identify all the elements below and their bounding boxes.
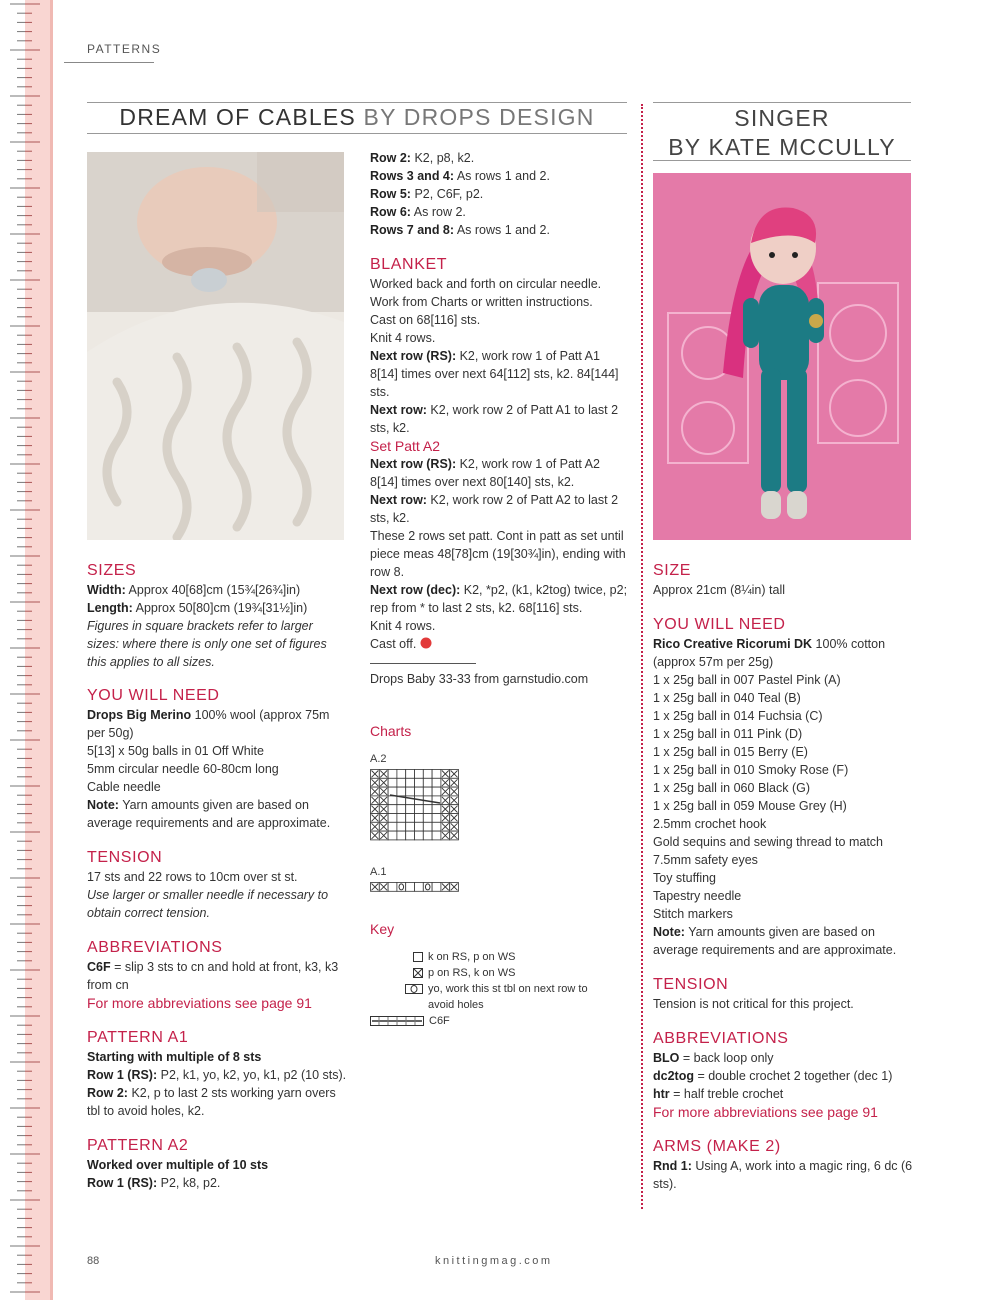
abbrev-heading: ABBREVIATIONS xyxy=(653,1030,789,1047)
chart-cell xyxy=(397,805,406,814)
charts-heading: Charts xyxy=(370,723,412,739)
row-label: Next row (RS): xyxy=(370,457,457,471)
key-text: k on RS, p on WS xyxy=(428,951,516,963)
chart-a2-grid xyxy=(370,769,460,841)
key-heading: Key xyxy=(370,921,395,937)
row-text: Using A, work into a magic ring, 6 dc (6 sts). xyxy=(653,1159,913,1191)
need-heading: YOU WILL NEED xyxy=(87,687,220,704)
tension-text: Tension is not critical for this project. xyxy=(653,997,854,1011)
chart-cell xyxy=(432,778,441,787)
cast-on: Cast on 68[116] sts. xyxy=(370,313,481,327)
materials-list xyxy=(653,671,915,923)
abbrev-term: C6F xyxy=(87,960,111,974)
chart-cell xyxy=(415,778,424,787)
key-item xyxy=(370,981,620,1013)
title-rule-bottom xyxy=(87,133,627,134)
title-rule-top xyxy=(87,102,627,103)
chart-key xyxy=(370,949,620,1029)
cable-symbol-icon xyxy=(370,1016,424,1026)
column-divider xyxy=(641,104,643,1209)
chart-cell xyxy=(423,787,432,796)
chart-cell xyxy=(388,831,397,840)
chart-cell xyxy=(415,831,424,840)
row-text: P2, k1, yo, k2, yo, k1, p2 (10 sts). xyxy=(157,1068,347,1082)
size-text: Approx 21cm (8¼in) tall xyxy=(653,583,786,597)
section-label: PATTERNS xyxy=(87,42,162,56)
chart-cell xyxy=(406,883,415,892)
chart-cell xyxy=(415,883,424,892)
row-label: Rows 7 and 8: xyxy=(370,223,455,237)
row-text: P2, C6F, p2. xyxy=(410,187,484,201)
yarn-name: Drops Big Merino xyxy=(87,708,192,722)
pattern-a1-heading: PATTERN A1 xyxy=(87,1029,189,1046)
yarn-detail: 100% wool (approx 75m per 50g) xyxy=(87,708,330,740)
row-text: As row 2. xyxy=(410,205,466,219)
set-patt-heading: Set Patt A2 xyxy=(370,438,441,454)
row-label: Row 5: xyxy=(370,187,411,201)
chart-cell xyxy=(388,778,397,787)
tension-note: Use larger or smaller needle if necessary to obtain correct tension. xyxy=(87,888,329,920)
chart-cell xyxy=(397,787,406,796)
pattern-a2-intro: Worked over multiple of 10 sts xyxy=(87,1158,269,1172)
chart-cell xyxy=(415,805,424,814)
material-item: Tapestry needle xyxy=(653,889,742,903)
material-item: 1 x 25g ball in 007 Pastel Pink (A) xyxy=(653,673,841,687)
tension-text: 17 sts and 22 rows to 10cm over st st. xyxy=(87,870,298,884)
cast-off: Cast off. xyxy=(370,637,417,651)
row-label: Next row (RS): xyxy=(370,349,457,363)
chart-cell xyxy=(423,770,432,779)
chart-cell xyxy=(397,822,406,831)
chart-cell xyxy=(432,831,441,840)
material-item: 1 x 25g ball in 010 Smoky Rose (F) xyxy=(653,763,849,777)
right-pattern-title xyxy=(653,104,911,162)
more-abbrev-link[interactable]: For more abbreviations see page 91 xyxy=(87,995,312,1011)
need-heading: YOU WILL NEED xyxy=(653,616,786,633)
chart-cell xyxy=(397,814,406,823)
row-label: Next row: xyxy=(370,403,427,417)
chart-cell xyxy=(406,770,415,779)
abbrev-def: = half treble crochet xyxy=(669,1087,784,1101)
size-heading: SIZE xyxy=(653,562,691,579)
material-item: Gold sequins and sewing thread to match xyxy=(653,835,883,849)
key-item xyxy=(370,965,620,981)
left-title-byline: BY DROPS DESIGN xyxy=(363,104,595,130)
row-text: P2, k8, p2. xyxy=(157,1176,221,1190)
singer-doll-photo xyxy=(653,173,911,540)
chart-cell xyxy=(423,831,432,840)
tension-heading: TENSION xyxy=(87,849,163,866)
key-item xyxy=(370,1013,620,1029)
chart-cell xyxy=(432,814,441,823)
right-title-byline: BY KATE MCCULLY xyxy=(668,134,896,160)
key-text: p on RS, k on WS xyxy=(428,967,516,979)
material-item: Stitch markers xyxy=(653,907,733,921)
ruler-ticks xyxy=(0,0,50,1300)
material-item: 1 x 25g ball in 014 Fuchsia (C) xyxy=(653,709,823,723)
right-title-rule-bottom xyxy=(653,160,911,161)
chart-cell xyxy=(432,787,441,796)
row-label: Rnd 1: xyxy=(653,1159,692,1173)
chart-cell xyxy=(432,805,441,814)
key-text: yo, work this st tbl on next row to avoid holes xyxy=(428,983,588,1011)
chart-cell xyxy=(415,814,424,823)
chart-cell xyxy=(406,814,415,823)
material-item: 1 x 25g ball in 059 Mouse Grey (H) xyxy=(653,799,847,813)
row-label: Row 1 (RS): xyxy=(87,1176,158,1190)
chart-cell xyxy=(423,805,432,814)
row-label: Rows 3 and 4: xyxy=(370,169,455,183)
right-title-main: SINGER xyxy=(734,105,830,131)
abbrev-heading: ABBREVIATIONS xyxy=(87,939,223,956)
chart-a1-label: A.1 xyxy=(370,866,387,878)
material-item: 1 x 25g ball in 040 Teal (B) xyxy=(653,691,801,705)
row-label: Row 2: xyxy=(87,1086,128,1100)
row-text: As rows 1 and 2. xyxy=(454,169,550,183)
row-text: K2, work row 1 of Patt A1 8[14] times over next 64[112] sts, k2. 84[144] sts. xyxy=(370,349,619,399)
chart-cell xyxy=(388,814,397,823)
row-label: Row 2: xyxy=(370,151,411,165)
chart-cell xyxy=(397,831,406,840)
need-line: 5mm circular needle 60-80cm long xyxy=(87,762,279,776)
need-note-label: Note: xyxy=(653,925,685,939)
blanket-heading: BLANKET xyxy=(370,256,448,273)
chart-cell xyxy=(388,805,397,814)
yarn-over-symbol-icon xyxy=(405,984,423,994)
page-number: 88 xyxy=(87,1255,100,1267)
chart-cell xyxy=(406,822,415,831)
source-rule xyxy=(370,663,476,664)
row-text: K2, work row 2 of Patt A1 to last 2 sts, k2. xyxy=(370,403,619,435)
need-note: Yarn amounts given are based on average requirements and are approximate. xyxy=(653,925,897,957)
chart-cell xyxy=(388,822,397,831)
material-item: 2.5mm crochet hook xyxy=(653,817,767,831)
chart-cell xyxy=(406,831,415,840)
row-text: K2, p to last 2 sts working yarn overs tbl to avoid holes, k2. xyxy=(87,1086,336,1118)
abbrev-term: htr xyxy=(653,1087,670,1101)
chart-cell xyxy=(406,778,415,787)
arms-heading: ARMS (MAKE 2) xyxy=(653,1138,781,1155)
sizes-note: Figures in square brackets refer to larger sizes: where there is only one set of figures this applies to all sizes. xyxy=(87,619,327,669)
row-text: K2, *p2, (k1, k2tog) twice, p2; rep from * to last 2 sts, k2. 68[116] sts. xyxy=(370,583,628,615)
blanket-intro: Worked back and forth on circular needle. Work from Charts or written instructions. xyxy=(370,277,602,309)
chart-cell xyxy=(415,787,424,796)
chart-cell xyxy=(432,770,441,779)
pattern-a2-heading: PATTERN A2 xyxy=(87,1137,189,1154)
yarn-detail: 100% cotton (approx 57m per 25g) xyxy=(653,637,886,669)
abbrev-term: dc2tog xyxy=(653,1069,694,1083)
length-label: Length: xyxy=(87,601,133,615)
more-abbrev-link[interactable]: For more abbreviations see page 91 xyxy=(653,1104,878,1120)
need-line: Cable needle xyxy=(87,780,161,794)
baby-blanket-photo xyxy=(87,152,344,540)
ruler-edge xyxy=(50,0,53,1300)
chart-cell xyxy=(406,787,415,796)
width-value: Approx 40[68]cm (15¾[26¾]in) xyxy=(125,583,301,597)
knit-rows: Knit 4 rows. xyxy=(370,331,436,345)
row-text: K2, work row 1 of Patt A2 8[14] times over next 80[140] sts, k2. xyxy=(370,457,600,489)
chart-cell xyxy=(388,770,397,779)
chart-cell xyxy=(388,787,397,796)
chart-cell xyxy=(397,778,406,787)
purl-symbol-icon xyxy=(413,968,423,978)
chart-cell xyxy=(423,822,432,831)
chart-cell xyxy=(388,883,397,892)
left-title-main: DREAM OF CABLES xyxy=(119,104,356,130)
key-item xyxy=(370,949,620,965)
knit-symbol-icon xyxy=(413,952,423,962)
left-column xyxy=(87,561,347,1192)
need-note: Yarn amounts given are based on average requirements and are approximate. xyxy=(87,798,331,830)
chart-cell xyxy=(388,796,397,805)
length-value: Approx 50[80]cm (19¾[31½]in) xyxy=(132,601,308,615)
pattern-a1-intro: Starting with multiple of 8 sts xyxy=(87,1050,262,1064)
chart-cell xyxy=(423,778,432,787)
need-line: 5[13] x 50g balls in 01 Off White xyxy=(87,744,264,758)
material-item: 7.5mm safety eyes xyxy=(653,853,758,867)
row-text: K2, p8, k2. xyxy=(410,151,475,165)
row-text: K2, work row 2 of Patt A2 to last 2 sts, k2. xyxy=(370,493,619,525)
middle-column xyxy=(370,149,628,740)
row-label: Next row (dec): xyxy=(370,583,461,597)
row-label: Row 1 (RS): xyxy=(87,1068,158,1082)
chart-a1-grid xyxy=(370,882,460,900)
chart-cell xyxy=(415,770,424,779)
material-item: 1 x 25g ball in 015 Berry (E) xyxy=(653,745,808,759)
source-credit: Drops Baby 33-33 from garnstudio.com xyxy=(370,672,589,686)
abbrev-def: = back loop only xyxy=(679,1051,774,1065)
chart-cell xyxy=(397,770,406,779)
chart-cell xyxy=(406,805,415,814)
right-column xyxy=(653,561,915,1193)
tension-heading: TENSION xyxy=(653,976,729,993)
width-label: Width: xyxy=(87,583,126,597)
chart-cell xyxy=(423,814,432,823)
knit-rows-2: Knit 4 rows. xyxy=(370,619,436,633)
material-item: 1 x 25g ball in 011 Pink (D) xyxy=(653,727,803,741)
material-item: 1 x 25g ball in 060 Black (G) xyxy=(653,781,811,795)
row-label: Next row: xyxy=(370,493,427,507)
end-mark-icon xyxy=(420,637,432,649)
row-text: As rows 1 and 2. xyxy=(454,223,550,237)
need-note-label: Note: xyxy=(87,798,119,812)
left-pattern-title xyxy=(87,104,627,131)
chart-a2-label: A.2 xyxy=(370,753,387,765)
chart-cell xyxy=(415,822,424,831)
row-label: Row 6: xyxy=(370,205,411,219)
key-text: C6F xyxy=(429,1015,450,1027)
chart-cell xyxy=(432,883,441,892)
abbrev-def: = slip 3 sts to cn and hold at front, k3, k3 from cn xyxy=(87,960,339,992)
chart-cell xyxy=(432,822,441,831)
footer-url[interactable]: knittingmag.com xyxy=(435,1255,553,1267)
section-underline xyxy=(64,62,154,63)
abbrev-def: = double crochet 2 together (dec 1) xyxy=(693,1069,893,1083)
blanket-cont: These 2 rows set patt. Cont in patt as set until piece meas 48[78]cm (19[30¾]in), ending with row 8. xyxy=(370,529,626,579)
abbrev-term: BLO xyxy=(653,1051,680,1065)
right-title-rule-top xyxy=(653,102,911,103)
material-item: Toy stuffing xyxy=(653,871,717,885)
yarn-name: Rico Creative Ricorumi DK xyxy=(653,637,813,651)
sizes-heading: SIZES xyxy=(87,562,137,579)
